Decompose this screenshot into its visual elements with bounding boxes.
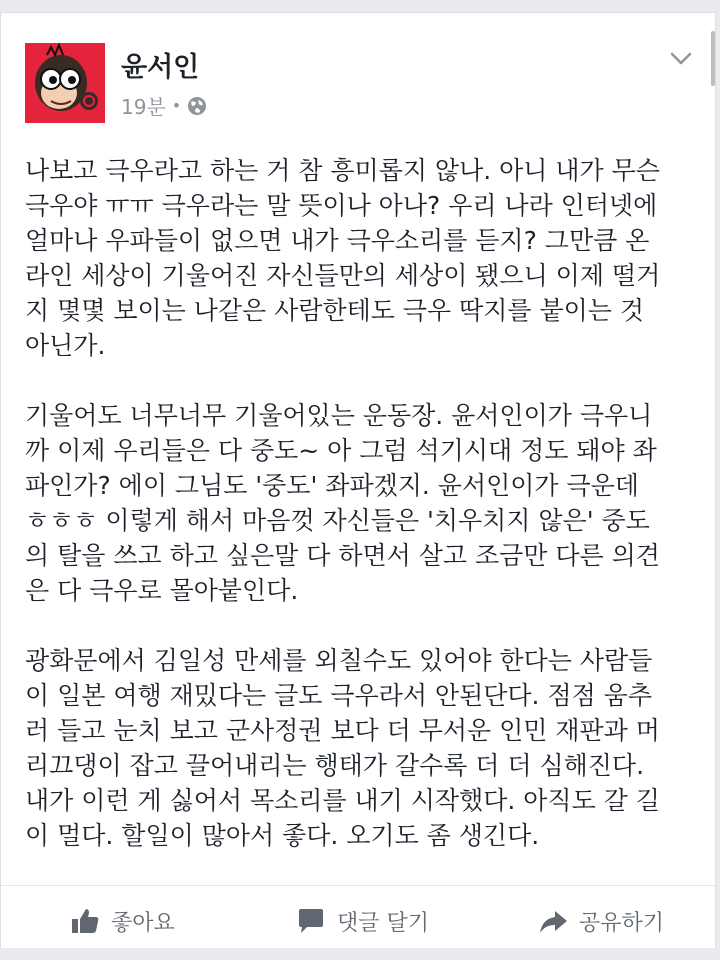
share-arrow-icon bbox=[537, 905, 569, 937]
post-meta bbox=[121, 91, 207, 120]
like-label: 좋아요 bbox=[111, 910, 175, 936]
scrollbar[interactable] bbox=[711, 31, 715, 86]
post-body bbox=[25, 153, 697, 853]
chevron-down-icon[interactable] bbox=[669, 51, 693, 67]
post-card bbox=[0, 12, 716, 948]
post-paragraph-1 bbox=[25, 153, 697, 363]
globe-icon[interactable] bbox=[187, 96, 207, 116]
post-line: 은 다 극우로 몰아붙인다. bbox=[25, 576, 299, 605]
post-line: 의 탈을 쓰고 하고 싶은말 다 하면서 살고 조금만 다른 의견 bbox=[25, 541, 660, 570]
post-line: 나보고 극우라고 하는 거 참 흥미롭지 않나. 아니 내가 무슨 bbox=[25, 156, 660, 185]
post-line: 내가 이런 게 싫어서 목소리를 내기 시작했다. 아직도 갈 길 bbox=[25, 786, 660, 815]
post-line: 리끄댕이 잡고 끌어내리는 행태가 갈수록 더 더 심해진다. bbox=[25, 751, 645, 780]
thumbs-up-icon bbox=[69, 905, 101, 937]
meta-separator: • bbox=[171, 96, 182, 115]
post-line: 이 멀다. 할일이 많아서 좋다. 오기도 좀 생긴다. bbox=[25, 821, 540, 850]
post-line: 지 몇몇 보이는 나같은 사람한테도 극우 딱지를 붙이는 것 bbox=[25, 296, 645, 325]
post-line: 파인가? 에이 그님도 '중도' 좌파겠지. 윤서인이가 극운데 bbox=[25, 471, 639, 500]
author-name[interactable]: 윤서인 bbox=[121, 52, 200, 83]
post-line: 라인 세상이 기울어진 자신들만의 세상이 됐으니 이제 떨거 bbox=[25, 261, 661, 290]
share-label: 공유하기 bbox=[579, 910, 665, 936]
post-paragraph-2 bbox=[25, 398, 697, 608]
post-line: 얼마나 우파들이 없으면 내가 극우소리를 듣지? 그만큼 온 bbox=[25, 226, 650, 255]
post-line: 극우야 ㅠㅠ 극우라는 말 뜻이나 아나? 우리 나라 인터넷에 bbox=[25, 191, 658, 220]
post-line: ㅎㅎㅎ 이렇게 해서 마음껏 자신들은 '치우치지 않은' 중도 bbox=[25, 506, 650, 535]
like-button[interactable] bbox=[69, 886, 175, 956]
post-line: 이 일본 여행 재밌다는 글도 극우라서 안된단다. 점점 움추 bbox=[25, 681, 652, 710]
share-button[interactable] bbox=[537, 886, 664, 956]
comment-bubble-icon bbox=[295, 905, 327, 937]
comment-label: 댓글 달기 bbox=[337, 910, 430, 936]
post-header bbox=[25, 43, 695, 119]
post-paragraph-3 bbox=[25, 643, 697, 853]
post-line: 까 이제 우리들은 다 중도~ 아 그럼 석기시대 정도 돼야 좌 bbox=[25, 436, 657, 465]
post-line: 러 들고 눈치 보고 군사정권 보다 더 무서운 인민 재판과 머 bbox=[25, 716, 660, 745]
post-line: 광화문에서 김일성 만세를 외칠수도 있어야 한다는 사람들 bbox=[25, 646, 653, 675]
post-actions-bar bbox=[1, 885, 717, 956]
post-line: 아닌가. bbox=[25, 331, 106, 360]
post-line: 기울어도 너무너무 기울어있는 운동장. 윤서인이가 극우니 bbox=[25, 401, 653, 430]
monkey-avatar-icon[interactable] bbox=[25, 43, 105, 123]
post-time[interactable]: 19분 bbox=[121, 95, 166, 119]
comment-button[interactable] bbox=[295, 886, 429, 956]
